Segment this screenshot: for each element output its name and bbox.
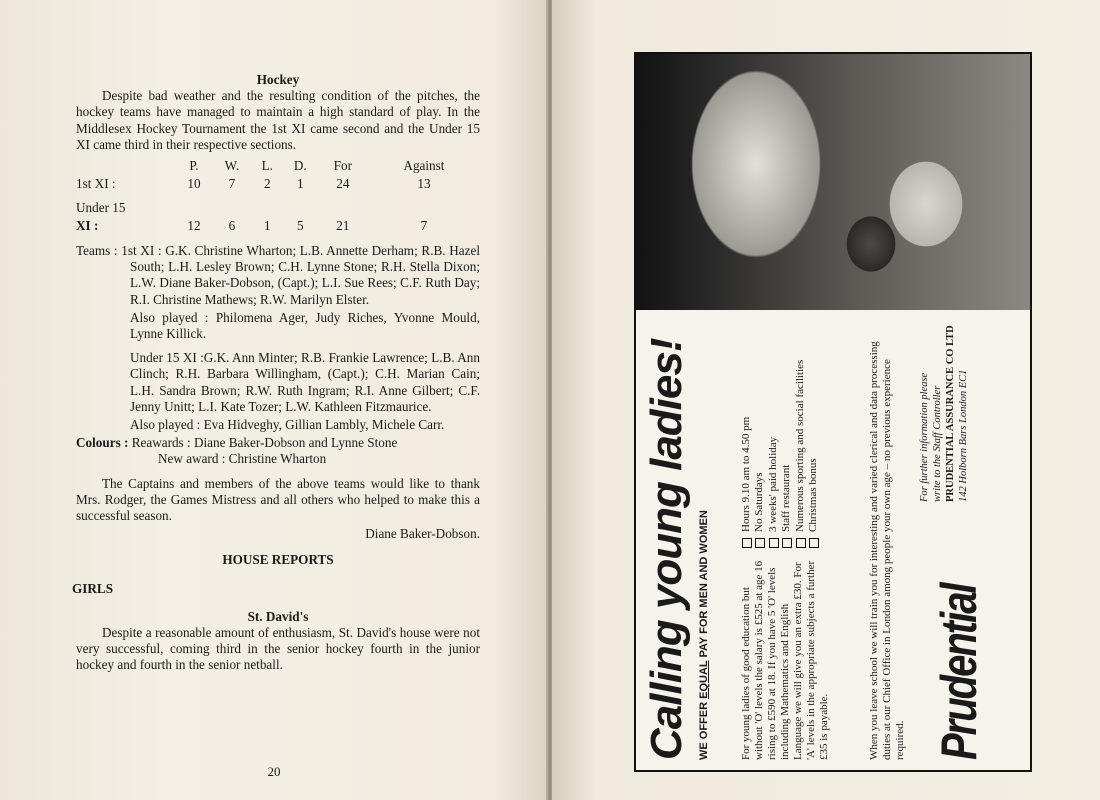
- checkbox-icon: [769, 538, 779, 548]
- stats-header: Against: [403, 157, 445, 173]
- signature: Diane Baker-Dobson.: [365, 526, 480, 542]
- stats-row-label: Under 15: [76, 199, 126, 215]
- stats-cell: 2: [263, 175, 271, 191]
- thanks-paragraph: The Captains and members of the above teams would like to thank Mrs. Rodger, the Games Mistress and all others who helped to make this a successful season.: [76, 475, 480, 524]
- left-page-content: [72, 72, 480, 674]
- stats-cell: 1: [297, 175, 304, 191]
- advert-training-text: When you leave school we will train you for interesting and varied clerical and data processing duties at our Chief Office in London among people your own age – no previous experience required.: [868, 341, 906, 760]
- stats-header: For: [333, 157, 352, 173]
- stats-header: W.: [224, 157, 240, 173]
- stats-cell: 12: [187, 217, 201, 233]
- stats-header: L.: [261, 157, 273, 173]
- advert-contact: For further information please write to the Staff Controller PRUDENTIAL ASSURANCE CO LTD 142 Holborn Bars London EC1: [918, 312, 970, 502]
- first-xi-lineup: 1st XI : G.K. Christine Wharton; L.B. Annette Derham; R.B. Hazel South; L.H. Lesley Brown; C.H. Lynne Stone; R.H. Stella Dixon; L.W. Diane Baker-Dobson, (Capt.); L.I. Sue Rees; C.F. Ruth Day; R.I. Christine Mathews; R.W. Marilyn Elster.: [121, 243, 480, 307]
- under15-team: Under 15 XI :G.K. Ann Minter; R.B. Frankie Lawrence; L.B. Ann Clinch; R.H. Barbara Willingham, (Capt.); C.H. Marian Cain; L.H. Sandra Brown; R.W. Ruth Ingram; R.I. Anne Gilbert; C.F. Jenny Unitt; L.I. Kate Tozer; L.W. Kathleen Fitzmaurice.: [130, 350, 480, 414]
- st-davids-text: Despite a reasonable amount of enthusiasm, St. David's house were not very successful, coming third in the senior hockey fourth in the junior hockey and fourth in the senior netball.: [76, 625, 480, 673]
- stats-row-label: 1st XI :: [76, 175, 116, 191]
- colours-reawards: Colours : Reawards : Diane Baker-Dobson and Lynne Stone: [76, 435, 398, 451]
- prudential-logo: Prudential: [932, 584, 987, 760]
- stats-row-label: XI :: [76, 217, 99, 233]
- checkbox-icon: [742, 538, 752, 548]
- girls-heading: GIRLS: [72, 580, 114, 596]
- prudential-advert: [634, 52, 1032, 772]
- checkbox-icon: [782, 538, 792, 548]
- benefit-item: 3 weeks' paid holiday: [767, 318, 780, 548]
- colours-new-award: New award : Christine Wharton: [158, 451, 327, 467]
- teams-section: [76, 243, 480, 433]
- stats-cell: 24: [336, 175, 350, 191]
- stats-cell: 7: [420, 217, 428, 233]
- stats-header: D.: [293, 157, 307, 173]
- company-address: 142 Holborn Bars London EC1: [958, 369, 969, 502]
- stats-row-under15-label: [76, 199, 480, 217]
- checkbox-icon: [796, 538, 806, 548]
- benefit-item: Hours 9.10 am to 4.50 pm: [740, 318, 753, 548]
- first-xi-also-played: Also played : Philomena Ager, Judy Riches, Yvonne Mould, Lynne Killick.: [130, 309, 480, 342]
- advert-headline: Calling young ladies!: [642, 338, 691, 760]
- stats-row-under15: [76, 217, 480, 235]
- advert-photo: [636, 54, 1030, 310]
- advert-offer: WE OFFER EQUAL PAY FOR MEN AND WOMEN: [698, 510, 710, 760]
- benefit-item: Christmas bonus: [807, 318, 820, 548]
- stats-cell: 6: [228, 217, 236, 233]
- teams-label: Teams :: [76, 243, 118, 259]
- house-reports-title: HOUSE REPORTS: [222, 552, 334, 568]
- under15-also-played: Also played : Eva Hidveghy, Gillian Lambly, Michele Carr.: [130, 417, 445, 433]
- stats-cell: 21: [336, 217, 350, 233]
- stats-cell: 5: [297, 217, 304, 233]
- stats-header: P.: [189, 157, 199, 173]
- stats-cell: 10: [187, 175, 201, 191]
- benefit-item: Numerous sporting and social facilities: [794, 318, 807, 548]
- stats-row-first-xi: [76, 175, 480, 193]
- stats-cell: 1: [263, 217, 271, 233]
- left-page: [0, 0, 548, 800]
- stats-header-row: [76, 157, 480, 175]
- benefit-item: Staff restaurant: [780, 318, 793, 548]
- colours-label: Colours :: [76, 435, 129, 451]
- page-number: 20: [267, 764, 281, 779]
- hockey-stats-table: [76, 157, 480, 235]
- benefit-item: No Saturdays: [753, 318, 766, 548]
- checkbox-icon: [755, 538, 765, 548]
- advert-rotated-text: [636, 310, 1030, 770]
- advert-benefits-list: [740, 318, 820, 548]
- checkbox-icon: [809, 538, 819, 548]
- company-name: PRUDENTIAL ASSURANCE CO LTD: [945, 325, 956, 502]
- hockey-intro: Despite bad weather and the resulting condition of the pitches, the hockey teams have managed to maintain a high standard of play. In the Middlesex Hockey Tournament the 1st XI came second and the Under 15 XI came third in their respective sections.: [76, 88, 480, 152]
- stats-cell: 7: [228, 175, 236, 191]
- advert-salary-text: For young ladies of good education but without 'O' levels the salary is £525 at age 16 rising to £590 at 18. If you have 5 'O' levels including Mathematics and English Language we will give you an extra £30. For 'A' levels in the appropriate subjects a further £35 is payable.: [740, 560, 830, 760]
- st-davids-title: St. David's: [247, 608, 309, 624]
- stats-cell: 13: [417, 175, 431, 191]
- hockey-title: Hockey: [256, 72, 300, 87]
- first-xi-team: [76, 243, 480, 308]
